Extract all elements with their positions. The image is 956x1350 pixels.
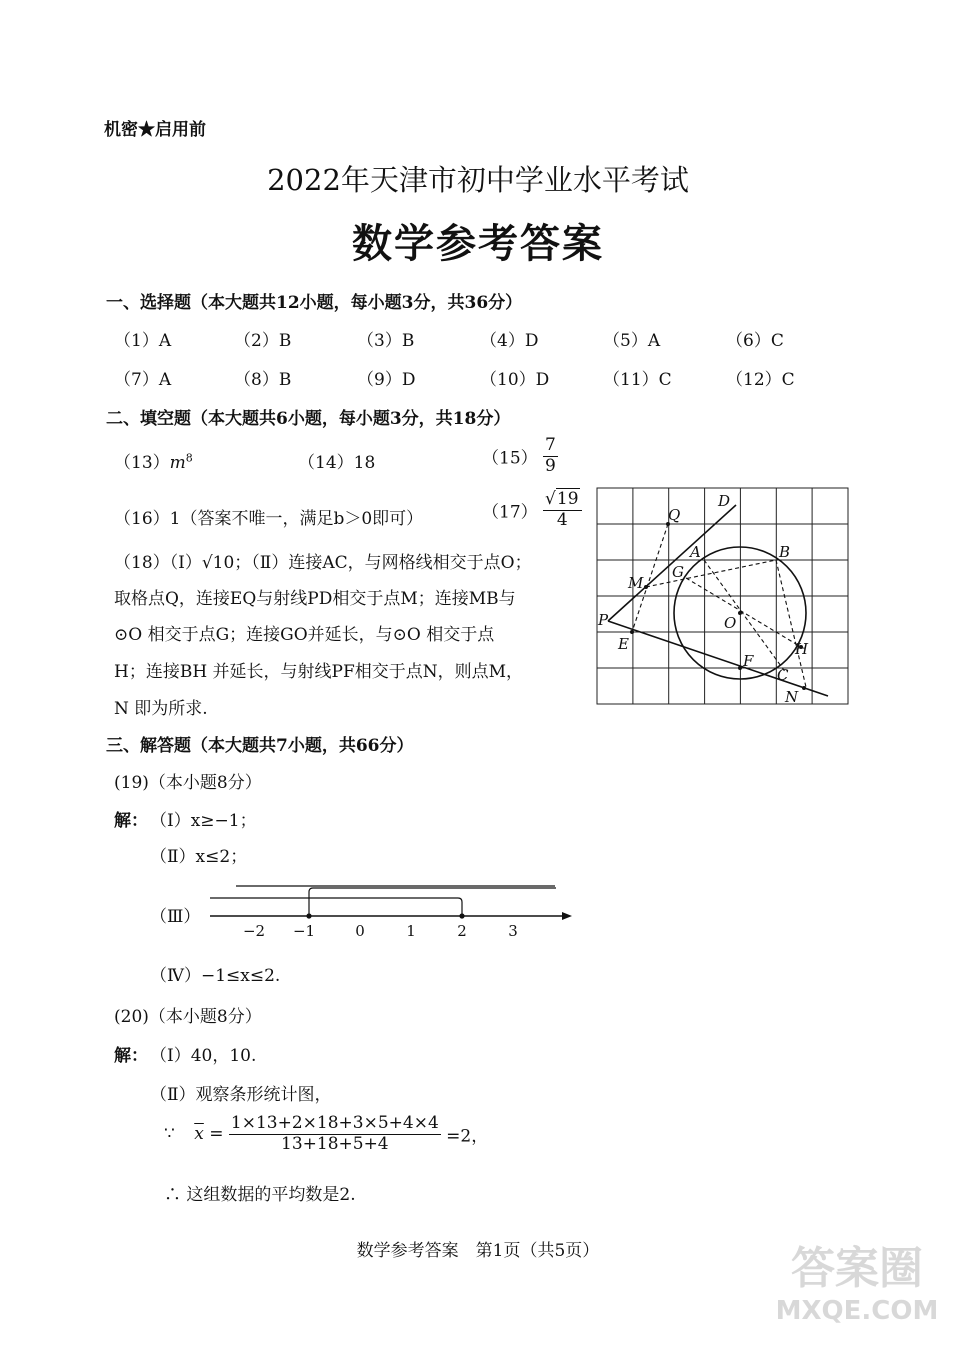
q20-mean-formula [164,1114,488,1154]
watermark-bottom: MXQE.COM [775,1296,939,1326]
answer-18-line4: H；连接BH 并延长，与射线PF相交于点N，则点M， [114,662,524,682]
tick-label: −1 [292,922,316,940]
document-title: 数学参考答案 [352,220,604,267]
section1-heading: 一、选择题（本大题共12小题，每小题3分，共36分） [106,293,523,313]
answer-5: （5）A [603,331,661,351]
q13-base: m [169,453,186,473]
answer-18-line5: N 即为所求. [114,699,208,719]
answer-3: （3）B [357,331,415,351]
answer-14: （14）18 [298,453,376,473]
q17-fraction [543,490,581,530]
tick-label: 3 [508,922,518,940]
answer-4: （4）D [480,331,539,351]
label-m: M [628,574,644,592]
q19-part1: （Ⅰ）x≥−1； [150,811,257,831]
point-e [630,630,634,634]
line-gh [686,578,801,647]
label-d: D [718,492,731,510]
section3-heading: 三、解答题（本大题共7小题，共66分） [106,736,414,756]
q13-exponent: 8 [185,451,193,465]
equals-sign: = [209,1124,224,1145]
answer-12: （12）C [726,370,795,390]
q20-conclusion: ∴ 这组数据的平均数是2. [164,1185,356,1205]
q19-part4: （Ⅳ）−1≤x≤2. [150,966,281,986]
label-c: C [777,666,789,684]
label-p: P [598,611,609,629]
geometry-figure [596,487,850,706]
number-line [200,878,580,942]
exam-title: 2022年天津市初中学业水平考试 [267,163,689,197]
tick-label: 1 [406,922,416,940]
label-b: B [779,543,791,561]
q13-label: （13） [114,453,170,473]
solution-ray-right [309,888,556,916]
answer-10: （10）D [480,370,550,390]
label-e: E [618,635,629,653]
answer-15 [482,436,558,476]
q19-solution-label: 解： [114,811,148,831]
point-n [802,686,806,690]
answer-13 [114,448,193,473]
point-o [738,611,742,615]
q17-radicand: 19 [556,489,579,509]
solid-point-minus1 [306,913,311,918]
mean-numerator: 1×13+2×18+3×5+4×4 [230,1113,439,1133]
label-f: F [743,652,754,670]
watermark-top: 答案圈 [791,1243,923,1294]
q17-label: （17） [482,502,538,523]
answer-18-line2: 取格点Q，连接EQ与射线PD相交于点M；连接MB与 [114,589,516,609]
q15-fraction [543,436,558,476]
tick-label: −2 [242,922,266,940]
solution-ray-left [210,898,462,916]
answer-2: （2）B [234,331,292,351]
label-q: Q [668,506,681,524]
answer-7: （7）A [114,370,172,390]
q15-denominator: 9 [545,455,556,476]
q20-part1: （Ⅰ）40，10. [150,1046,257,1066]
section2-heading: 二、填空题（本大题共6小题，每小题3分，共18分） [106,409,511,429]
q20-solution-label: 解： [114,1046,148,1066]
answer-6: （6）C [726,331,784,351]
q19-part2: （Ⅱ）x≤2； [150,847,248,867]
confidential-label: 机密★启用前 [104,120,206,140]
page-footer: 数学参考答案 第1页（共5页） [356,1241,600,1261]
answer-16: （16）1（答案不唯一，满足b＞0即可） [114,509,424,529]
label-n: N [785,688,799,706]
label-g: G [672,563,684,581]
label-o: O [724,614,737,632]
q17-numerator: √19 [543,490,581,511]
number-line-ticks [243,922,518,940]
solid-point-2 [459,913,464,918]
mean-result: =2， [446,1126,489,1147]
answer-8: （8）B [234,370,292,390]
number-line-arrow [562,912,572,920]
line-mb [646,560,776,587]
answer-18-line1: （18）（Ⅰ）√10；（Ⅱ）连接AC，与网格线相交于点O； [114,553,532,573]
mean-fraction [229,1114,441,1154]
tick-label: 0 [355,922,365,940]
x-bar: $\overline{x}$ [194,1124,204,1145]
mean-denominator: 13+18+5+4 [281,1133,389,1154]
tick-label: 2 [457,922,467,940]
answer-9: （9）D [357,370,416,390]
point-f [738,666,742,670]
q15-numerator: 7 [545,435,556,455]
answer-17 [482,490,582,530]
q20-part2: （Ⅱ）观察条形统计图， [150,1085,332,1105]
answer-1: （1）A [114,331,172,351]
q19-part3-label: （Ⅲ） [150,907,201,927]
label-h: H [795,640,809,658]
q20-title: (20)（本小题8分） [114,1007,262,1027]
answer-18-line3: ⊙O 相交于点G；连接GO并延长，与⊙O 相交于点 [114,625,495,645]
because-symbol: ∵ [164,1124,175,1145]
answer-11: （11）C [603,370,672,390]
watermark [772,1232,942,1342]
q15-label: （15） [482,448,538,469]
q19-title: (19)（本小题8分） [114,773,262,793]
q17-denominator: 4 [556,509,568,530]
point-m [644,585,648,589]
label-a: A [690,543,701,561]
